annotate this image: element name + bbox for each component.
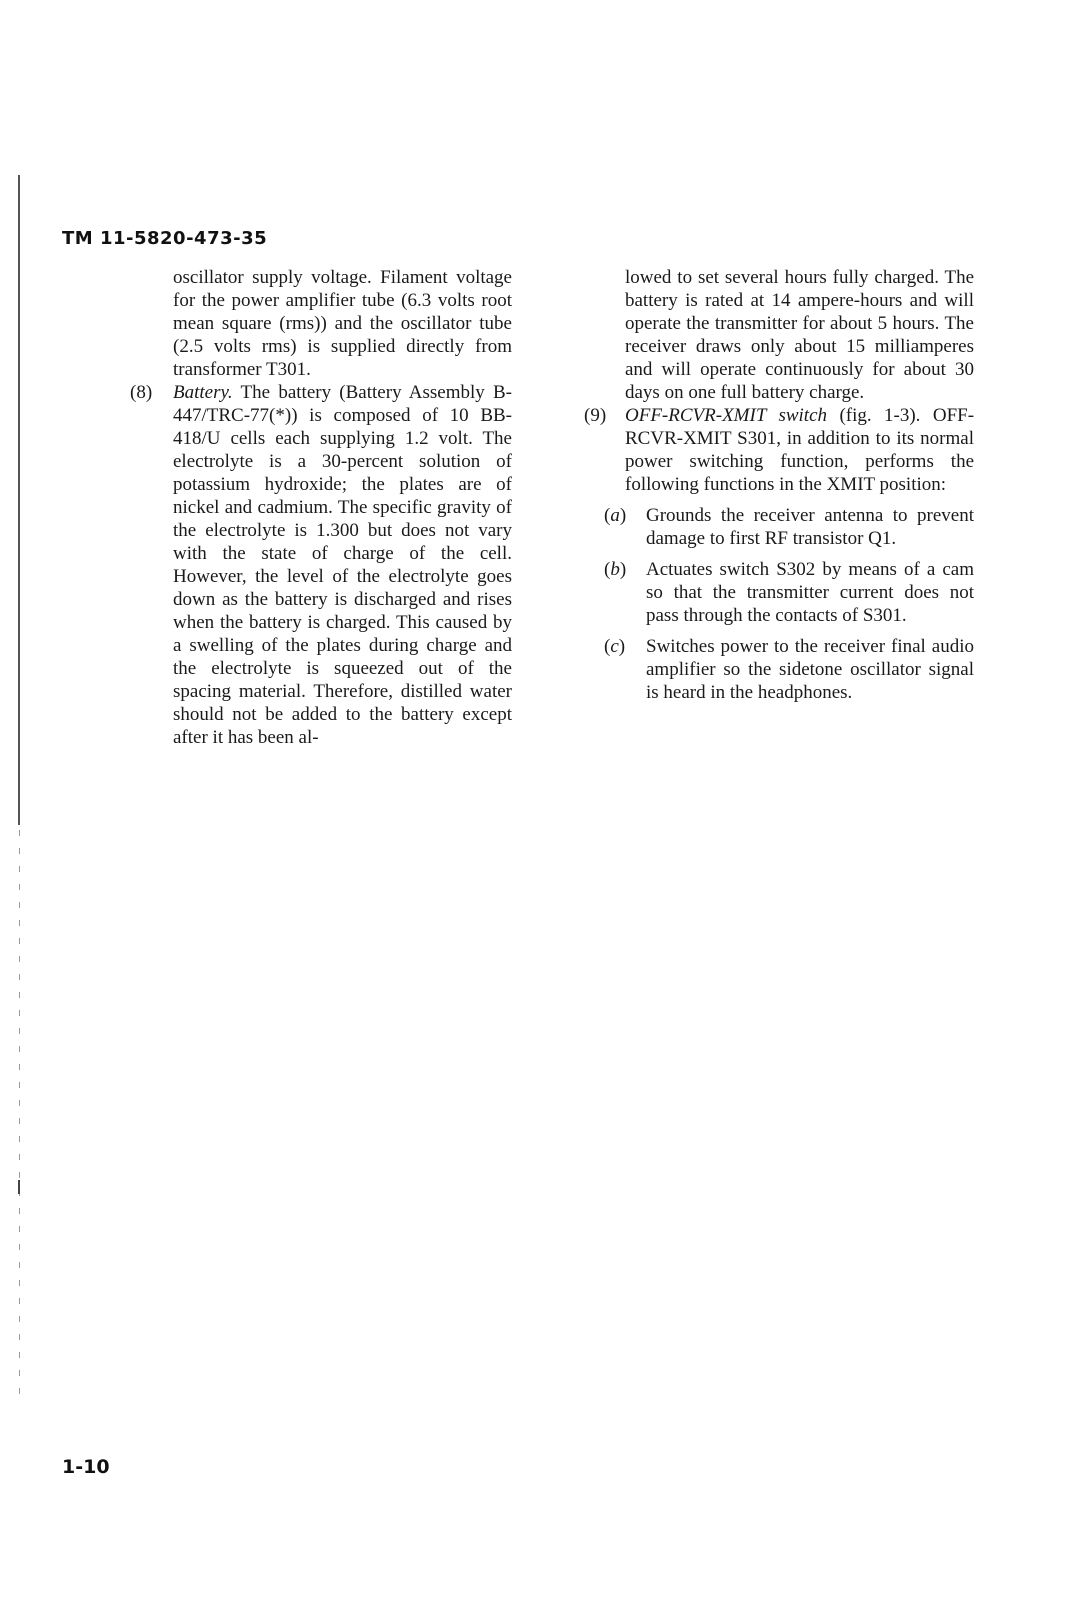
subitem-a-label: (a) [604, 505, 627, 526]
margin-dashes [19, 830, 20, 1400]
item-9-text: OFF-RCVR-XMIT S301, in addition to its normal power switching function, performs the following functions in the XMIT position: [625, 405, 975, 495]
subitem-b-text: Actuates switch S302 by means of a cam so that the transmitter current does not pass through the contacts of S301. [646, 559, 974, 626]
subitem-c-label: (c) [604, 636, 626, 657]
subitem-b-label: (b) [604, 559, 627, 580]
subitem-a [584, 504, 974, 550]
left-continuation-paragraph: oscillator supply voltage. Filament voltage for the power amplifier tube (6.3 volts root mean square (rms)) and the oscillator tube (2.5 volts rms) is supplied directly from transformer T301. [173, 267, 512, 380]
item-8-title: Battery. [173, 382, 233, 403]
item-9-title: OFF-RCVR-XMIT switch [625, 405, 828, 426]
item-9-paragraph [584, 404, 974, 496]
margin-line [18, 175, 20, 825]
item-9-title-ref: (fig. 1-3). [839, 405, 921, 426]
margin-mark [18, 1180, 20, 1194]
right-column [584, 266, 974, 704]
subitem-c-text: Switches power to the receiver final audio amplifier so the sidetone oscillator signal is heard in the headphones. [646, 636, 974, 703]
item-8-paragraph [130, 381, 512, 749]
document-header: TM 11-5820-473-35 [62, 228, 268, 249]
left-column [130, 266, 512, 749]
right-continuation-paragraph: lowed to set several hours fully charged. The battery is rated at 14 ampere-hours and will operate the transmitter for about 5 hours. The receiver draws only about 15 milliamperes and will operate continuously for about 30 days on one full battery charge. [625, 267, 974, 403]
page-number: 1-10 [62, 1456, 110, 1478]
subitem-a-text: Grounds the receiver antenna to prevent damage to first RF transistor Q1. [646, 505, 974, 549]
subitem-c [584, 635, 974, 704]
subitem-b [584, 558, 974, 627]
item-8-number: (8) [130, 382, 153, 403]
item-9-number: (9) [584, 405, 607, 426]
item-8-text: The battery (Battery Assembly B-447/TRC-77(*)) is composed of 10 BB-418/U cells each supplying 1.2 volt. The electrolyte is a 30-percent solution of potassium hydroxide; the plates are of nickel and cadmium. The specific gravity of the electrolyte is 1.300 but does not vary with the state of charge of the cell. However, the level of the electrolyte goes down as the battery is discharged and rises when the battery is charged. This caused by a swelling of the plates during charge and the electrolyte is squeezed out of the spacing material. Therefore, distilled water should not be added to the battery except after it has been al- [173, 382, 512, 748]
